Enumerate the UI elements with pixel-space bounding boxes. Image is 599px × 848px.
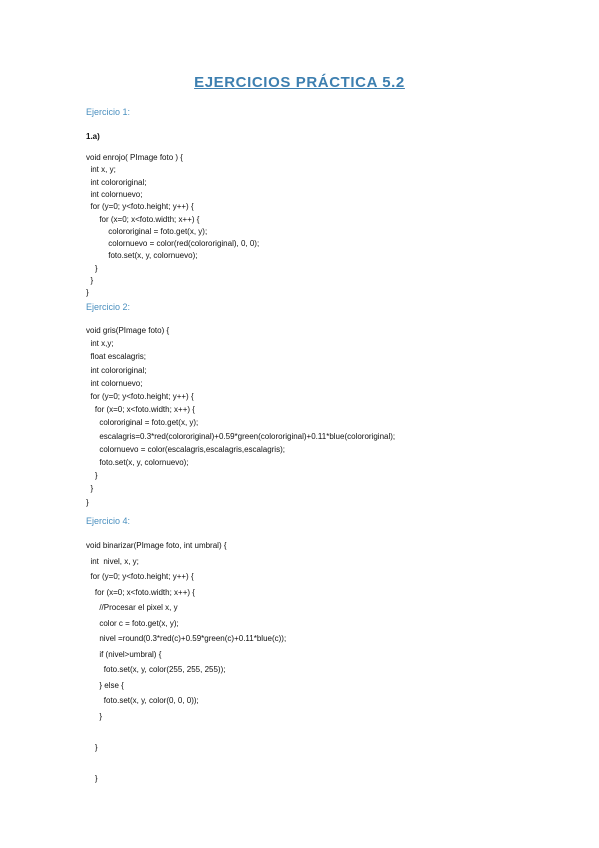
code-line: colororiginal = foto.get(x, y);	[86, 226, 208, 236]
code-line: }	[86, 471, 98, 481]
code-line: for (x=0; x<foto.width; x++) {	[86, 214, 200, 224]
code-line: colornuevo = color(escalagris,escalagris,escalagris);	[86, 444, 285, 454]
code-line: nivel =round(0.3*red(c)+0.59*green(c)+0.11*blue(c));	[86, 634, 287, 643]
code-line: void binarizar(PImage foto, int umbral) {	[86, 541, 227, 550]
code-line: }	[86, 773, 98, 783]
code-line: colornuevo = color(red(colororiginal), 0, 0);	[86, 239, 260, 249]
code-line: for (y=0; y<foto.height; y++) {	[86, 392, 194, 401]
heading-ejercicio-4: Ejercicio 4:	[86, 516, 131, 526]
page-title: EJERCICIOS PRÁCTICA 5.2	[194, 74, 405, 91]
code-line: }	[86, 263, 98, 273]
code-line: }	[86, 276, 94, 285]
code-line: }	[86, 742, 98, 752]
code-line: int x, y;	[86, 165, 116, 175]
code-line: int colornuevo;	[86, 378, 143, 388]
code-line: } else {	[86, 680, 124, 690]
code-line: int colornuevo;	[86, 189, 143, 199]
code-line: }	[86, 484, 94, 494]
code-line: void gris(PImage foto) {	[86, 326, 170, 335]
code-line: }	[86, 288, 89, 298]
code-line: color c = foto.get(x, y);	[86, 618, 179, 628]
code-line: for (y=0; y<foto.height; y++) {	[86, 572, 194, 581]
code-line: float escalagris;	[86, 352, 147, 362]
code-line: foto.set(x, y, color(0, 0, 0));	[86, 696, 199, 705]
subheading-1a: 1.a)	[86, 132, 100, 141]
code-line: foto.set(x, y, colornuevo);	[86, 251, 198, 261]
code-line: escalagris=0.3*red(colororiginal)+0.59*green(colororiginal)+0.11*blue(colororiginal);	[86, 431, 396, 441]
code-line: for (x=0; x<foto.width; x++) {	[86, 587, 195, 597]
code-line: foto.set(x, y, colornuevo);	[86, 458, 189, 467]
code-line: int colororiginal;	[86, 365, 147, 375]
code-line: void enrojo( PImage foto ) {	[86, 153, 183, 162]
code-line: //Procesar el pixel x, y	[86, 603, 178, 612]
code-line: colororiginal = foto.get(x, y);	[86, 418, 199, 428]
code-line: }	[86, 497, 89, 507]
heading-ejercicio-2: Ejercicio 2:	[86, 302, 131, 312]
code-line: int nivel, x, y;	[86, 556, 139, 566]
code-line: foto.set(x, y, color(255, 255, 255));	[86, 665, 226, 674]
code-line: int x,y;	[86, 339, 114, 349]
code-line: for (x=0; x<foto.width; x++) {	[86, 405, 195, 415]
code-line: if (nivel>umbral) {	[86, 649, 162, 659]
heading-ejercicio-1: Ejercicio 1:	[86, 107, 131, 117]
code-line: }	[86, 711, 103, 721]
code-line: for (y=0; y<foto.height; y++) {	[86, 202, 194, 212]
code-line: int colororiginal;	[86, 177, 147, 187]
